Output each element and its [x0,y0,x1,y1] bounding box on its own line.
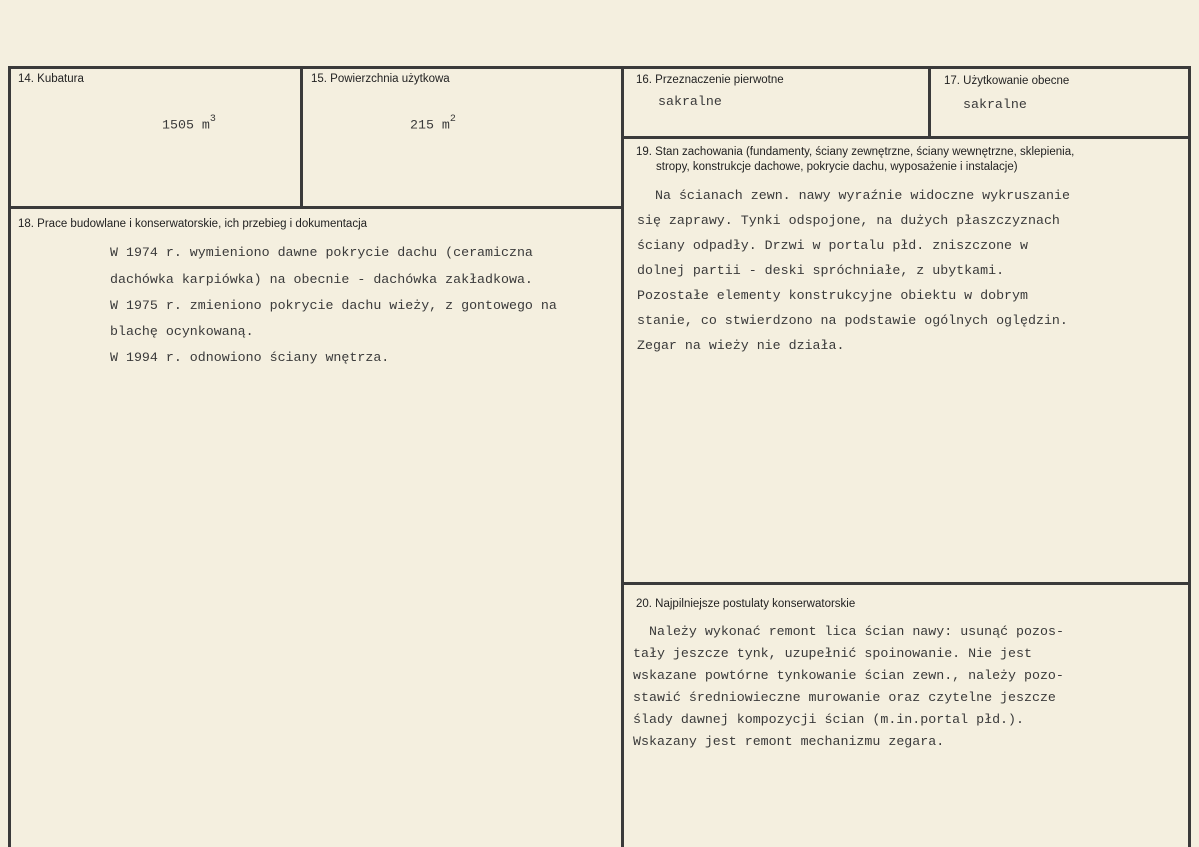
field-20-line: ślady dawnej kompozycji ścian (m.in.portal płd.). [633,712,1024,727]
field-19-text [637,188,1070,363]
field-17-value: sakralne [963,97,1027,112]
field-20-line: tały jeszcze tynk, uzupełnić spoinowanie. Nie jest [633,646,1032,661]
field-19-label-line1: 19. Stan zachowania (fundamenty, ściany zewnętrzne, ściany wewnętrzne, sklepienia, [636,146,1075,158]
field-20-line: Wskazany jest remont mechanizmu zegara. [633,734,945,749]
field-15-unit-exponent: 2 [449,114,456,125]
section20-top-rule [624,582,1191,585]
field-20-label: 20. Najpilniejsze postulaty konserwatorskie [636,598,856,610]
right-border [1188,66,1191,847]
divider-14-15 [300,66,303,207]
center-divider [621,66,624,847]
field-19-line: dolnej partii - deski spróchniałe, z ubytkami. [637,263,1005,278]
field-17-label: 17. Użytkowanie obecne [944,75,1070,87]
divider-16-17 [928,66,931,137]
field-19-line: Na ścianach zewn. nawy wyraźnie widoczne wykruszanie [655,188,1070,203]
field-18-line: W 1974 r. wymieniono dawne pokrycie dachu (ceramiczna [110,245,533,260]
field-18-line: blachę ocynkowaną. [110,324,254,339]
top-rule [8,66,1191,69]
left-border [8,66,11,847]
field-14-unit-exponent: 3 [209,114,216,125]
field-19-label-line2: stropy, konstrukcje dachowe, pokrycie dachu, wyposażenie i instalacje) [656,161,1018,173]
field-18-label: 18. Prace budowlane i konserwatorskie, ich przebieg i dokumentacja [18,218,368,230]
field-20-line: wskazane powtórne tynkowanie ścian zewn., należy pozo- [633,668,1064,683]
field-14-label: 14. Kubatura [18,73,84,85]
field-15-label: 15. Powierzchnia użytkowa [311,73,450,85]
field-18-line: W 1994 r. odnowiono ściany wnętrza. [110,350,390,365]
field-16-label: 16. Przeznaczenie pierwotne [636,74,784,86]
row1-bottom-rule-right [624,136,1191,139]
row1-bottom-rule-left [8,206,624,209]
field-19-line: Pozostałe elementy konstrukcyjne obiektu w dobrym [637,288,1028,303]
field-14-value [162,116,216,132]
field-15-value [410,116,456,132]
field-19-line: stanie, co stwierdzono na podstawie ogólnych oględzin. [637,313,1068,328]
field-18-line: W 1975 r. zmieniono pokrycie dachu wieży, z gontowego na [110,298,557,313]
field-14-value-text: 1505 m [162,117,210,133]
field-20-line: Należy wykonać remont lica ścian nawy: usunąć pozos- [649,624,1064,639]
field-19-line: ściany odpadły. Drzwi w portalu płd. zniszczone w [637,238,1028,253]
field-20-text [633,624,1064,756]
field-16-value: sakralne [658,94,722,109]
field-15-value-text: 215 m [410,117,450,133]
field-20-line: stawić średniowieczne murowanie oraz czytelne jeszcze [633,690,1056,705]
field-18-text [110,245,557,376]
field-19-line: się zaprawy. Tynki odspojone, na dużych płaszczyznach [637,213,1060,228]
field-19-line: Zegar na wieży nie działa. [637,338,845,353]
field-18-line: dachówka karpiówka) na obecnie - dachówka zakładkowa. [110,272,533,287]
